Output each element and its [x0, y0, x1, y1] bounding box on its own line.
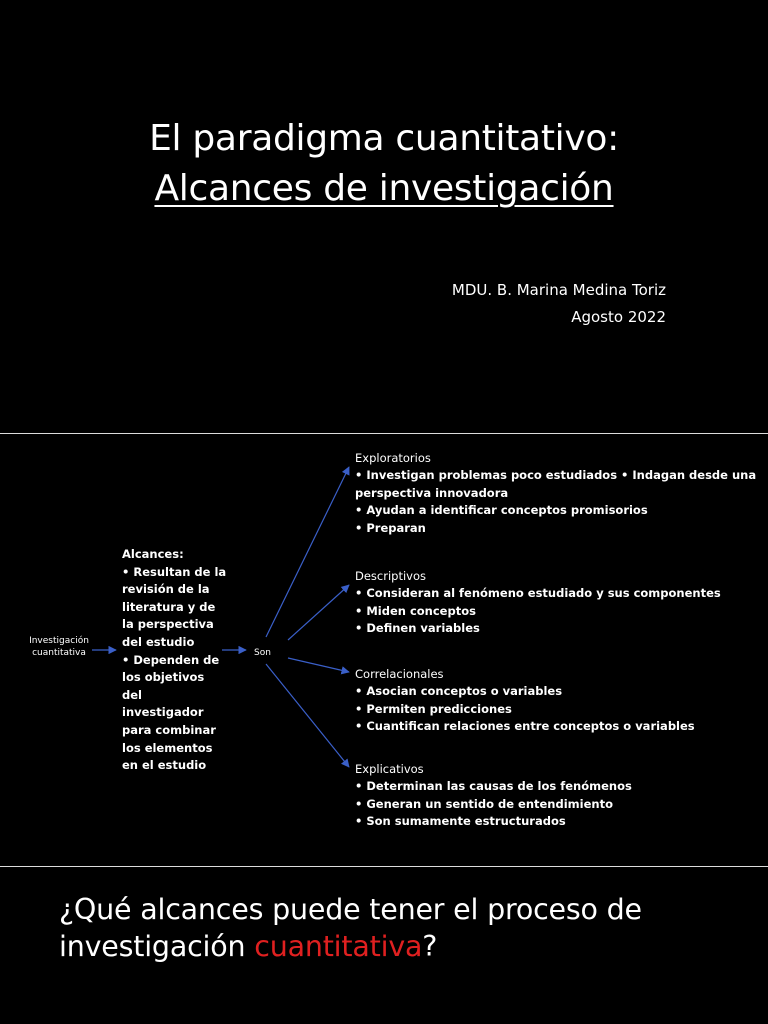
branch-exploratorios	[355, 450, 760, 537]
author-name: MDU. B. Marina Medina Toriz	[451, 281, 666, 299]
alcances-line: • Dependen de	[122, 652, 220, 667]
question-part1: ¿Qué alcances puede tener el proceso de investigación	[59, 893, 642, 963]
question-part2: ?	[422, 930, 438, 963]
branch-item: • Investigan problemas poco estudiados • Indagan desde una	[355, 468, 757, 483]
question-slide	[0, 867, 768, 1024]
branch-item: perspectiva innovadora	[355, 485, 509, 500]
branch-item: • Cuantifican relaciones entre conceptos o variables	[355, 719, 695, 734]
branch-explicativos	[355, 761, 760, 831]
slide-title-line1: El paradigma cuantitativo:	[149, 118, 619, 159]
alcances-line: • Resultan de la	[122, 564, 227, 579]
alcances-line: investigador	[122, 705, 204, 720]
branch-item: • Consideran al fenómeno estudiado y sus componentes	[355, 586, 721, 601]
node-investigacion-cuantitativa: Investigación cuantitativa	[29, 636, 89, 658]
alcances-line: del estudio	[122, 634, 195, 649]
branch-item: • Determinan las causas de los fenómenos	[355, 779, 632, 794]
branch-title: Explicativos	[355, 762, 424, 776]
arrow-son-to-correlacionales	[288, 658, 349, 672]
branch-title: Correlacionales	[355, 667, 444, 681]
node-son: Son	[254, 648, 271, 658]
alcances-line: revisión de la	[122, 582, 210, 597]
branch-item: • Permiten predicciones	[355, 701, 512, 716]
branch-item: • Generan un sentido de entendimiento	[355, 796, 613, 811]
branch-descriptivos	[355, 568, 760, 638]
branch-title: Descriptivos	[355, 569, 427, 583]
branch-item: • Ayudan a identificar conceptos promisorios	[355, 503, 648, 518]
alcances-line: literatura y de	[122, 599, 216, 614]
branch-item: • Son sumamente estructurados	[355, 814, 566, 829]
alcances-line: en el estudio	[122, 758, 207, 773]
author-date: Agosto 2022	[571, 308, 666, 326]
diagram-slide	[0, 433, 768, 867]
alcances-line: la perspectiva	[122, 617, 214, 632]
question-accent-word: cuantitativa	[254, 930, 423, 963]
alcances-heading: Alcances:	[122, 547, 184, 561]
branch-correlacionales	[355, 666, 760, 736]
branch-item: • Miden conceptos	[355, 603, 476, 618]
branch-item: • Preparan	[355, 520, 426, 535]
alcances-line: los objetivos del	[122, 670, 205, 702]
branch-title: Exploratorios	[355, 451, 431, 465]
node-alcances	[122, 546, 228, 775]
branch-item: • Definen variables	[355, 621, 480, 636]
alcances-line: los elementos	[122, 740, 213, 755]
question-text	[59, 891, 739, 965]
arrow-son-to-exploratorios	[266, 467, 349, 637]
title-slide	[0, 0, 768, 432]
alcances-line: para combinar	[122, 722, 216, 737]
arrow-son-to-explicativos	[266, 664, 349, 767]
slide-title-line2: Alcances de investigación	[154, 168, 614, 209]
arrow-son-to-descriptivos	[288, 585, 349, 640]
branch-item: • Asocian conceptos o variables	[355, 684, 563, 699]
